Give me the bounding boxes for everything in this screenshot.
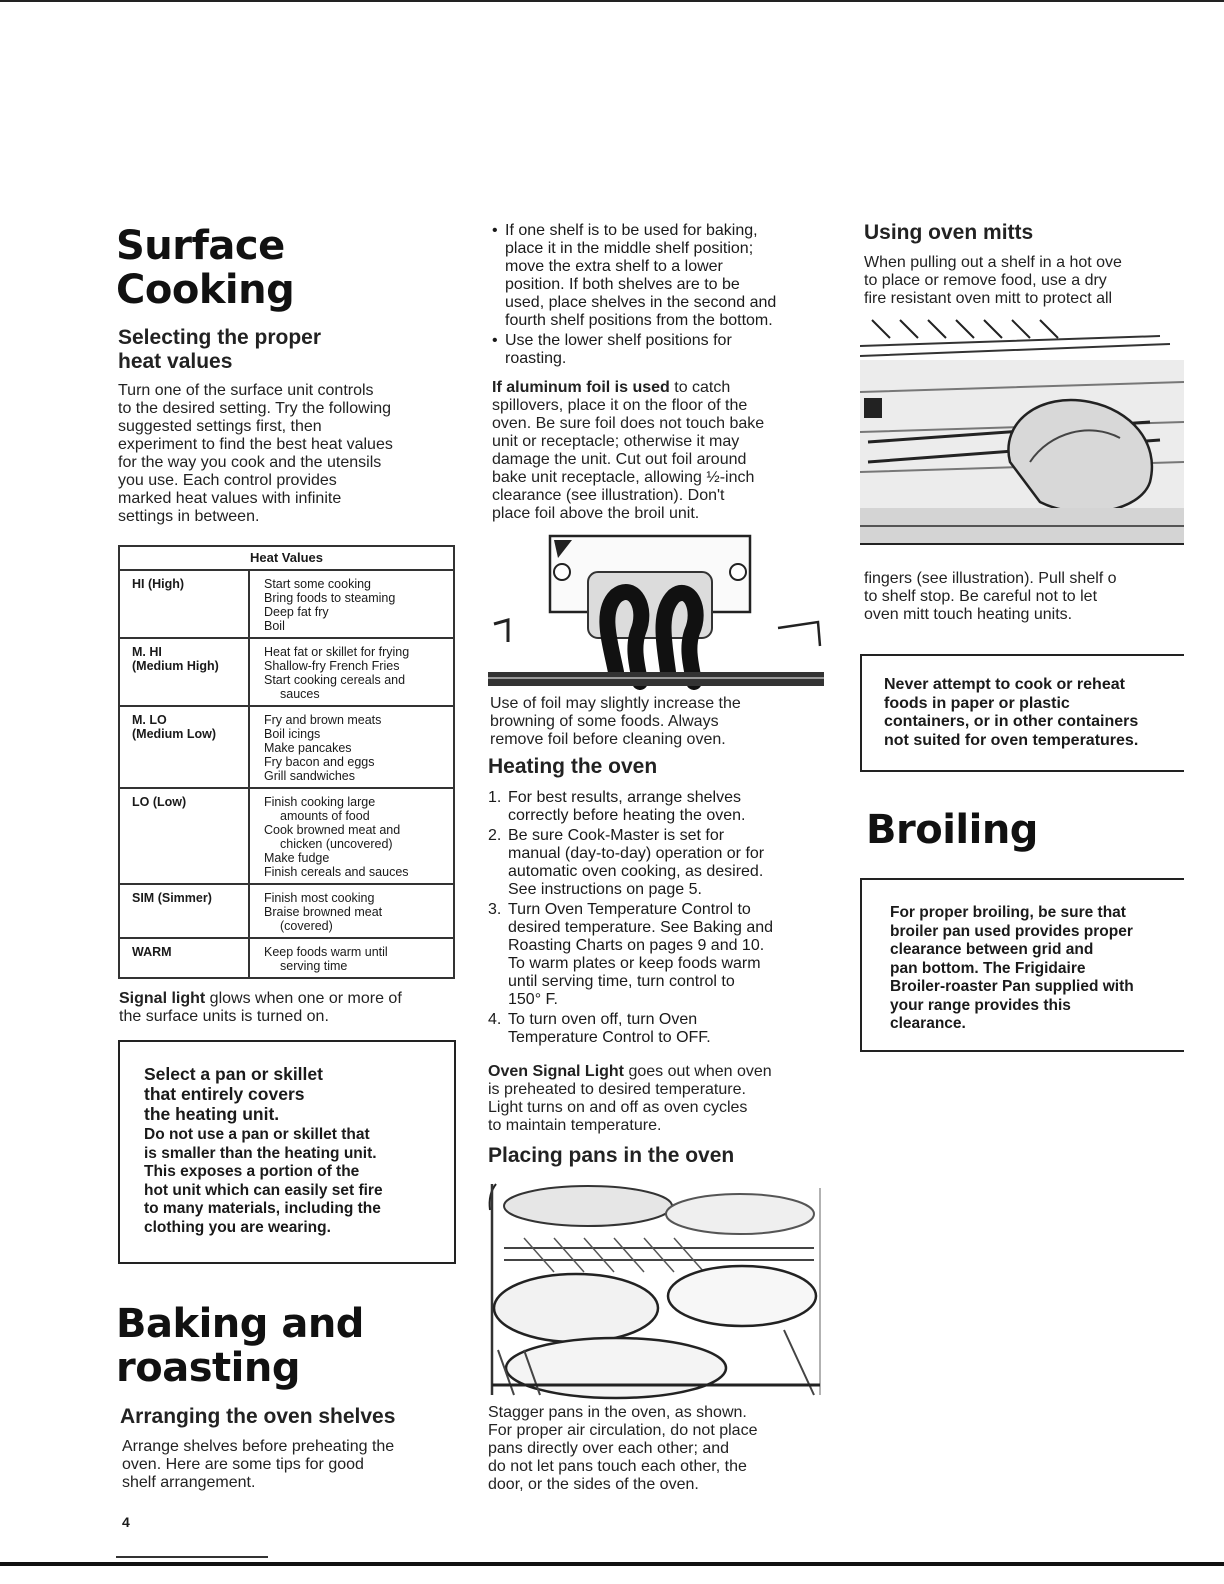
- aluminum-foil-paragraph: [492, 379, 842, 523]
- text-line: to shelf stop. Be careful not to let: [864, 588, 1098, 605]
- heat-level-sublabel: (Medium Low): [132, 727, 217, 741]
- heat-uses-cell: [249, 788, 454, 884]
- text-line: For proper broiling, be sure that: [890, 904, 1126, 921]
- heat-uses-cell: [249, 706, 454, 788]
- text-line: Be sure Cook-Master is set for: [508, 827, 725, 844]
- heat-use-item: Fry and brown meats: [264, 713, 382, 727]
- list-item: [488, 789, 838, 825]
- list-item: [492, 222, 842, 330]
- placing-pans-subheading: Placing pans in the oven: [488, 1144, 735, 1167]
- text-line: oven. Be sure foil does not touch bake: [492, 415, 765, 432]
- heat-level-sublabel: (Medium High): [132, 659, 219, 673]
- heating-oven-subheading: Heating the oven: [488, 755, 658, 778]
- shelf-tips-list: [492, 222, 842, 370]
- heat-use-item: Cook browned meat and: [264, 823, 401, 837]
- pan-size-warning-title: [144, 1064, 323, 1124]
- heat-use-item: Finish cereals and sauces: [264, 865, 409, 879]
- pan-size-warning-body: [144, 1126, 383, 1237]
- heating-steps-list: [488, 789, 838, 1049]
- list-item: [488, 901, 838, 1009]
- heading-line: Cooking: [116, 267, 295, 313]
- heat-use-item: Finish most cooking: [264, 891, 375, 905]
- heat-level-cell: [119, 938, 249, 978]
- heat-values-table: [118, 545, 455, 979]
- page-number: 4: [122, 1514, 130, 1530]
- heat-uses-cell: [249, 638, 454, 706]
- text-line: Do not use a pan or skillet that: [144, 1126, 370, 1143]
- heat-use-item: Start cooking cereals and: [264, 673, 406, 687]
- surface-intro-paragraph: [118, 382, 468, 526]
- heat-values-rows: [119, 570, 454, 978]
- text-line: to many materials, including the: [144, 1200, 381, 1217]
- footer-tab-rule: [116, 1556, 268, 1558]
- text-line: for the way you cook and the utensils: [118, 454, 382, 471]
- text-line: Light turns on and off as oven cycles: [488, 1099, 748, 1116]
- heat-level-label: M. LO: [132, 713, 167, 727]
- text-line: Never attempt to cook or reheat: [884, 676, 1125, 693]
- list-item: [488, 827, 838, 899]
- signal-light-note: [119, 990, 469, 1026]
- text-line: fourth shelf positions from the bottom.: [505, 312, 773, 329]
- text-line: To turn oven off, turn Oven: [508, 1011, 698, 1028]
- text-line: move the extra shelf to a lower: [505, 258, 723, 275]
- text-line: suggested settings first, then: [118, 418, 322, 435]
- text-line: you use. Each control provides: [118, 472, 337, 489]
- text-line: Temperature Control to OFF.: [508, 1029, 711, 1046]
- signal-light-label: Signal light: [119, 990, 206, 1007]
- text-line: do not let pans touch each other, the: [488, 1458, 747, 1475]
- text-line: If one shelf is to be used for baking,: [505, 222, 758, 239]
- text-span: to catch: [669, 379, 731, 396]
- heat-use-item: Boil icings: [264, 727, 321, 741]
- oven-mitts-intro: [864, 254, 1184, 308]
- table-row: [119, 706, 454, 788]
- surface-cooking-heading: [116, 224, 294, 312]
- text-line: For proper air circulation, do not place: [488, 1422, 758, 1439]
- heat-level-cell: [119, 788, 249, 884]
- selecting-heat-values-subheading: [118, 326, 321, 374]
- table-row: [119, 938, 454, 978]
- heat-level-cell: [119, 706, 249, 788]
- text-line: When pulling out a shelf in a hot ove: [864, 254, 1122, 271]
- text-line: Stagger pans in the oven, as shown.: [488, 1404, 747, 1421]
- bottom-rule: [0, 1562, 1224, 1566]
- text-line: See instructions on page 5.: [508, 881, 702, 898]
- text-line: Turn Oven Temperature Control to: [508, 901, 751, 918]
- staggered-pans-illustration: [484, 1180, 826, 1400]
- oven-signal-light-label: Oven Signal Light: [488, 1063, 625, 1080]
- text-line: fingers (see illustration). Pull shelf o: [864, 570, 1117, 587]
- text-line: correctly before heating the oven.: [508, 807, 746, 824]
- heat-uses-cell: [249, 570, 454, 638]
- table-row: [119, 884, 454, 938]
- text-line: experiment to find the best heat values: [118, 436, 393, 453]
- heading-line: Baking and: [116, 1301, 364, 1347]
- heat-use-item: Heat fat or skillet for frying: [264, 645, 410, 659]
- text-line: is smaller than the heating unit.: [144, 1144, 377, 1162]
- text-span: goes out when oven: [624, 1063, 772, 1080]
- heat-use-item: Make fudge: [264, 851, 330, 865]
- placing-pans-caption: [488, 1404, 838, 1494]
- text-line: clearance (see illustration). Don't: [492, 487, 725, 504]
- text-line: Select a pan or skillet: [144, 1064, 323, 1084]
- paper-plastic-warning-text: [884, 676, 1138, 750]
- heading-line: roasting: [116, 1345, 300, 1391]
- text-line: your range provides this: [890, 996, 1071, 1014]
- heat-level-label: LO (Low): [132, 795, 187, 809]
- text-line: settings in between.: [118, 508, 260, 525]
- broiling-note-box: [860, 878, 1184, 1052]
- arranging-shelves-subheading: Arranging the oven shelves: [120, 1405, 396, 1428]
- heat-use-item: sauces: [280, 687, 320, 701]
- text-line: clearance between grid and: [890, 941, 1094, 958]
- text-line: until serving time, turn control to: [508, 973, 735, 990]
- text-line: hot unit which can easily set fire: [144, 1181, 383, 1199]
- text-line: Turn one of the surface unit controls: [118, 382, 374, 399]
- heat-level-label: SIM (Simmer): [132, 891, 212, 905]
- text-line: oven. Here are some tips for good: [122, 1456, 364, 1473]
- arranging-shelves-intro: [122, 1438, 472, 1492]
- oven-signal-light-paragraph: [488, 1063, 838, 1135]
- oven-mitts-subheading: Using oven mitts: [864, 221, 1034, 244]
- text-line: browning of some foods. Always: [490, 713, 719, 730]
- text-line: 150° F.: [508, 991, 558, 1008]
- text-line: clothing you are wearing.: [144, 1218, 331, 1236]
- heat-level-label: WARM: [132, 945, 172, 959]
- text-line: to the desired setting. Try the following: [118, 400, 392, 417]
- heat-uses-cell: [249, 938, 454, 978]
- text-line: containers, or in other containers: [884, 713, 1139, 730]
- text-line: place foil above the broil unit.: [492, 505, 700, 522]
- oven-mitt-illustration: [860, 312, 1184, 558]
- text-line: Use the lower shelf positions for: [505, 332, 732, 349]
- text-line: spillovers, place it on the floor of the: [492, 397, 748, 414]
- heat-level-label: M. HI: [132, 645, 162, 659]
- text-line: Use of foil may slightly increase the: [490, 695, 741, 712]
- aluminum-foil-label: If aluminum foil is used: [492, 379, 670, 396]
- step-number: 3.: [488, 901, 502, 918]
- text-line: position. If both shelves are to be: [505, 276, 740, 293]
- subheading-line: Selecting the proper: [118, 326, 322, 349]
- text-line: to maintain temperature.: [488, 1117, 662, 1134]
- text-line: automatic oven cooking, as desired.: [508, 863, 764, 880]
- heat-use-item: Finish cooking large: [264, 795, 376, 809]
- foil-caption: [490, 695, 830, 749]
- heat-use-item: serving time: [280, 959, 348, 973]
- text-line: oven mitt touch heating units.: [864, 606, 1073, 623]
- table-row: [119, 788, 454, 884]
- text-line: pans directly over each other; and: [488, 1440, 730, 1457]
- table-row: [119, 570, 454, 638]
- heat-use-item: Braise browned meat: [264, 905, 383, 919]
- heat-use-item: Keep foods warm until: [264, 945, 388, 959]
- text-line: unit or receptacle; otherwise it may: [492, 433, 740, 450]
- text-line: marked heat values with infinite: [118, 490, 342, 507]
- pan-size-warning-box: [118, 1040, 456, 1264]
- heat-level-label: HI (High): [132, 577, 185, 591]
- heat-use-item: Start some cooking: [264, 577, 371, 591]
- text-line: the heating unit.: [144, 1104, 280, 1124]
- text-line: To warm plates or keep foods warm: [508, 955, 761, 972]
- list-item: [492, 332, 842, 368]
- text-line: is preheated to desired temperature.: [488, 1081, 746, 1098]
- foil-cutout-illustration: [488, 532, 824, 690]
- text-line: damage the unit. Cut out foil around: [492, 451, 747, 468]
- text-line: For best results, arrange shelves: [508, 789, 741, 806]
- text-span: glows when one or more of: [205, 990, 402, 1007]
- bullet: •: [492, 222, 498, 239]
- text-line: roasting.: [505, 350, 567, 367]
- heat-level-cell: [119, 884, 249, 938]
- heat-level-cell: [119, 570, 249, 638]
- subheading-line: heat values: [118, 350, 233, 373]
- text-line: Broiler-roaster Pan supplied with: [890, 978, 1134, 995]
- text-line: clearance.: [890, 1015, 966, 1032]
- text-line: door, or the sides of the oven.: [488, 1476, 699, 1493]
- heat-use-item: (covered): [280, 919, 333, 933]
- broiling-heading: Broiling: [866, 807, 1038, 853]
- heat-level-cell: [119, 638, 249, 706]
- text-line: fire resistant oven mitt to protect all: [864, 290, 1113, 307]
- text-line: to place or remove food, use a dry: [864, 272, 1107, 289]
- text-line: desired temperature. See Baking and: [508, 919, 774, 936]
- text-line: used, place shelves in the second and: [505, 294, 777, 311]
- heat-use-item: Boil: [264, 619, 285, 633]
- text-line: not suited for oven temperatures.: [884, 731, 1139, 749]
- heat-use-item: Bring foods to steaming: [264, 591, 396, 605]
- top-rule: [0, 0, 1224, 2]
- text-line: Roasting Charts on pages 9 and 10.: [508, 937, 765, 954]
- heat-use-item: amounts of food: [280, 809, 370, 823]
- heat-use-item: Deep fat fry: [264, 605, 329, 619]
- heat-use-item: Fry bacon and eggs: [264, 755, 375, 769]
- heat-use-item: Grill sandwiches: [264, 769, 356, 783]
- text-line: the surface units is turned on.: [119, 1008, 329, 1025]
- text-line: bake unit receptacle, allowing ½-inch: [492, 469, 755, 486]
- text-line: broiler pan used provides proper: [890, 922, 1133, 940]
- text-line: remove foil before cleaning oven.: [490, 731, 726, 748]
- text-line: that entirely covers: [144, 1084, 305, 1104]
- heat-use-item: Shallow-fry French Fries: [264, 659, 400, 673]
- baking-roasting-heading: [116, 1302, 364, 1390]
- heat-uses-cell: [249, 884, 454, 938]
- text-line: Arrange shelves before preheating the: [122, 1438, 395, 1455]
- oven-mitts-followup: [864, 570, 1184, 624]
- list-item: [488, 1011, 838, 1047]
- paper-plastic-warning-box: [860, 654, 1184, 772]
- heading-line: Surface: [116, 223, 285, 269]
- text-line: foods in paper or plastic: [884, 694, 1070, 712]
- step-number: 2.: [488, 827, 502, 844]
- text-line: place it in the middle shelf position;: [505, 240, 754, 257]
- table-row: [119, 638, 454, 706]
- text-line: shelf arrangement.: [122, 1474, 256, 1491]
- heat-use-item: chicken (uncovered): [280, 837, 393, 851]
- bullet: •: [492, 332, 498, 349]
- text-line: pan bottom. The Frigidaire: [890, 959, 1086, 977]
- text-line: manual (day-to-day) operation or for: [508, 845, 765, 862]
- table-header: Heat Values: [119, 546, 454, 570]
- step-number: 1.: [488, 789, 502, 806]
- heat-use-item: Make pancakes: [264, 741, 352, 755]
- step-number: 4.: [488, 1011, 502, 1028]
- broiling-note-text: [890, 904, 1134, 1034]
- text-line: This exposes a portion of the: [144, 1163, 360, 1180]
